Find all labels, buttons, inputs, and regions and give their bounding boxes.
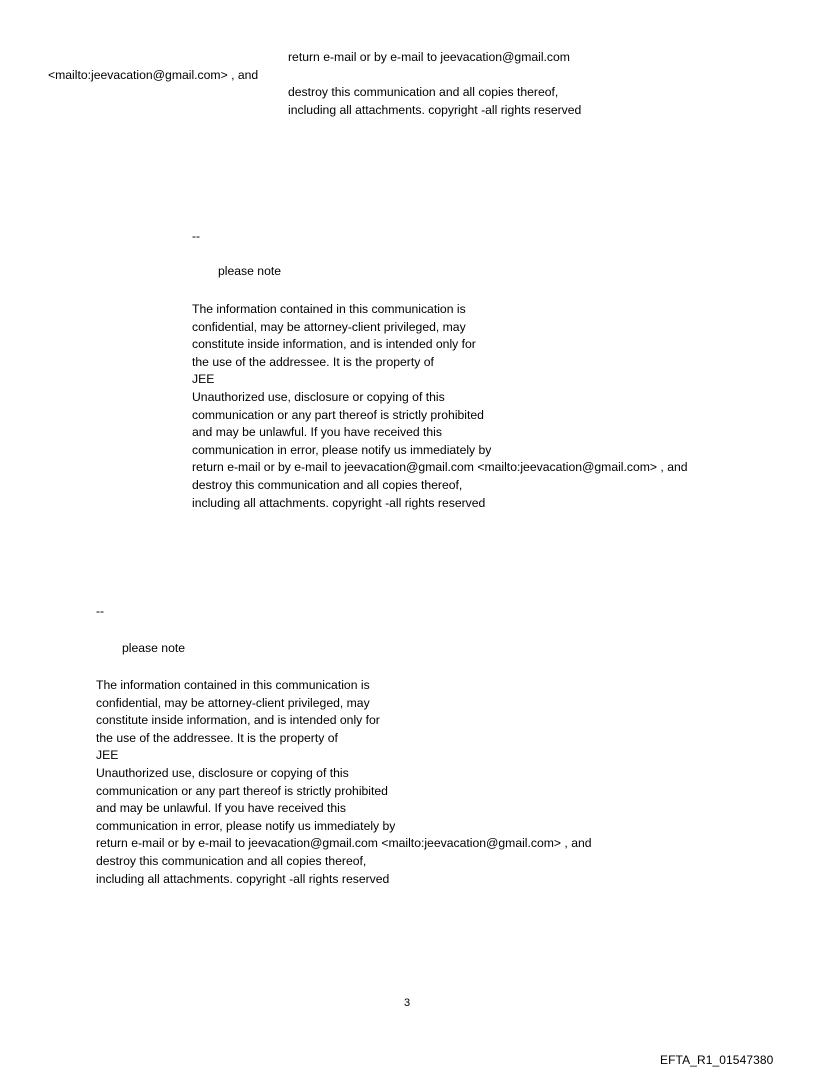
- notice-2-line: Unauthorized use, disclosure or copying of this: [96, 765, 349, 780]
- notice-1-line: communication in error, please notify us immediately by: [192, 442, 492, 457]
- notice-2-line: return e-mail or by e-mail to jeevacation@gmail.com <mailto:jeevacation@gmail.com> , and: [96, 836, 592, 851]
- notice-1-heading: please note: [218, 264, 282, 278]
- notice-1-line: including all attachments. copyright -all rights reserved: [192, 495, 486, 510]
- notice-1-body: [192, 301, 688, 512]
- notice-2-separator: --: [96, 604, 105, 618]
- notice-1-line: destroy this communication and all copies thereof,: [192, 477, 463, 492]
- notice-1-line: and may be unlawful. If you have received this: [192, 425, 442, 440]
- notice-2-line: communication in error, please notify us immediately by: [96, 818, 396, 833]
- notice-2-line: and may be unlawful. If you have received this: [96, 801, 346, 816]
- notice-2-line: JEE: [96, 748, 119, 763]
- page-number: 3: [404, 997, 411, 1009]
- notice-1-line: constitute inside information, and is intended only for: [192, 337, 476, 352]
- document-id: EFTA_R1_01547380: [660, 1053, 774, 1067]
- notice-1-separator: --: [192, 229, 201, 243]
- notice-2-heading: please note: [122, 641, 186, 655]
- notice-1-line: The information contained in this communication is: [192, 302, 466, 316]
- notice-1-line: return e-mail or by e-mail to jeevacation@gmail.com <mailto:jeevacation@gmail.com> , and: [192, 460, 688, 475]
- notice-2-line: destroy this communication and all copies thereof,: [96, 853, 367, 868]
- top-fragment-line-3: destroy this communication and all copies thereof,: [288, 85, 559, 99]
- notice-2-line: including all attachments. copyright -all rights reserved: [96, 871, 390, 886]
- notice-2-line: the use of the addressee. It is the property of: [96, 730, 338, 745]
- notice-1-line: communication or any part thereof is strictly prohibited: [192, 407, 484, 422]
- notice-1-line: confidential, may be attorney-client privileged, may: [192, 319, 466, 334]
- notice-2-line: constitute inside information, and is intended only for: [96, 713, 380, 728]
- top-fragment-line-4: including all attachments. copyright -all rights reserved: [288, 103, 582, 117]
- top-fragment-line-2: <mailto:jeevacation@gmail.com> , and: [48, 68, 259, 82]
- notice-1-line: JEE: [192, 372, 215, 387]
- notice-2-body: [96, 677, 592, 888]
- notice-1-line: Unauthorized use, disclosure or copying of this: [192, 389, 445, 404]
- notice-1-line: the use of the addressee. It is the property of: [192, 354, 434, 369]
- top-fragment-line-1: return e-mail or by e-mail to jeevacation@gmail.com: [288, 50, 570, 64]
- notice-2-line: communication or any part thereof is strictly prohibited: [96, 783, 388, 798]
- notice-2-line: The information contained in this communication is: [96, 678, 370, 692]
- notice-2-line: confidential, may be attorney-client privileged, may: [96, 695, 370, 710]
